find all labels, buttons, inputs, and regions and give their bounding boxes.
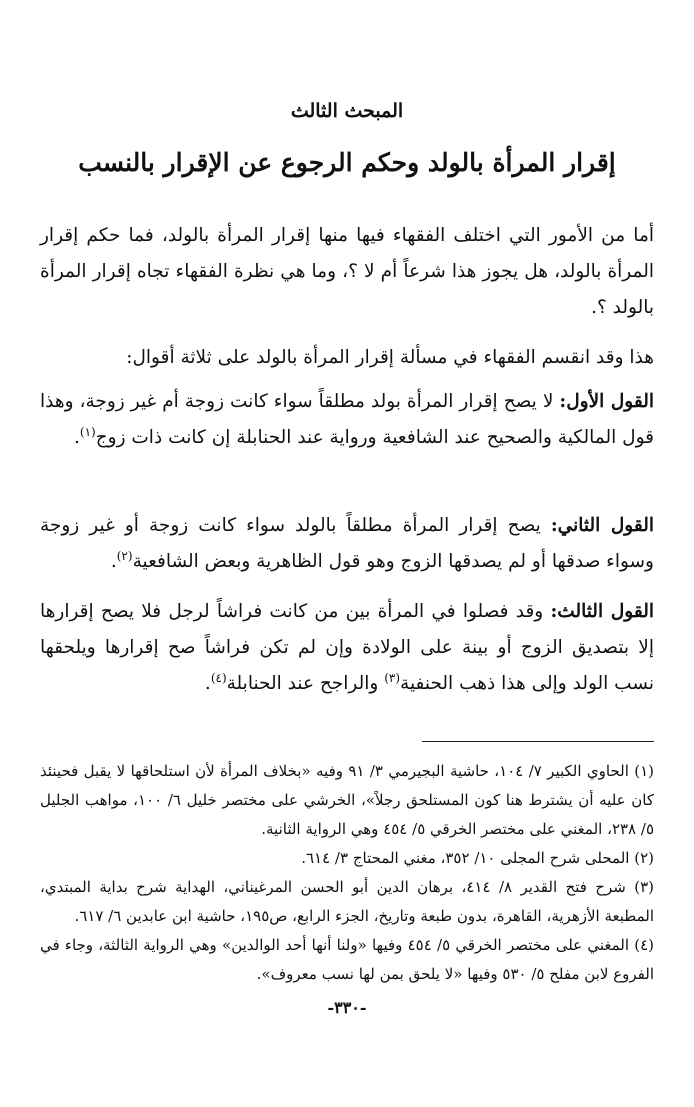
opinion-2-end: . — [110, 551, 117, 572]
footnote-4: (٤) المغني على مختصر الخرقي ٥/ ٤٥٤ وفيها «ولنا أنها أحد الوالدين» وهي الرواية الثالثة، وجاء في الفروع لابن مفلح ٥/ ٥٣٠ وفيها «لا يلحق بمن لها نسب معروف». — [40, 936, 654, 983]
opinion-3-paragraph — [40, 594, 654, 702]
chapter-title: إقرار المرأة بالولد وحكم الرجوع عن الإقرار بالنسب — [78, 148, 616, 177]
footnote-ref-4[interactable]: (٤) — [210, 670, 227, 685]
footnote-3: (٣) شرح فتح القدير ٨/ ٤١٤، برهان الدين أبو الحسن المرغيناني، الهداية شرح بداية المبتدي، المطبعة الأزهرية، القاهرة، بدون طبعة وتاريخ، الجزء الرابع، ص١٩٥، حاشية ابن عابدين ٦/ ٦١٧. — [40, 878, 655, 925]
footnote-2: (٢) المحلى شرح المجلى ١٠/ ٣٥٢، مغني المحتاج ٣/ ٦١٤. — [301, 849, 654, 867]
intro-text: أما من الأمور التي اختلف الفقهاء فيها منها إقرار المرأة بالولد، فما حكم إقرار المرأة بالولد، هل يجوز هذا شرعاً أم لا ؟، وما هي نظرة الفقهاء تجاه إقرار المرأة بالولد ؟. — [40, 225, 654, 318]
footnote-ref-3[interactable]: (٣) — [384, 670, 401, 685]
section-label: المبحث الثالث — [290, 100, 404, 122]
opinion-1-paragraph — [40, 384, 654, 456]
opinion-3-label: القول الثالث: — [550, 601, 654, 622]
opinion-2-label: القول الثاني: — [550, 515, 654, 536]
footnote-ref-2[interactable]: (٢) — [116, 548, 133, 563]
footnote-1: (١) الحاوي الكبير ٧/ ١٠٤، حاشية البجيرمي ٣/ ٩١ وفيه «بخلاف المرأة لأن استلحاقها لا يقبل فحينئذ كان عليه أن يشترط هنا كون المستلحق رجلاً»، الخرشي على مختصر خليل ٦/ ١٠٠، مواهب الجليل ٥/ ٢٣٨، المغني على مختصر الخرقي ٥/ ٤٥٤ وهي الرواية الثانية. — [40, 762, 654, 838]
opinion-2-paragraph — [40, 508, 654, 580]
footnotes — [40, 757, 654, 989]
opinions-intro-text: هذا وقد انقسم الفقهاء في مسألة إقرار المرأة بالولد على ثلاثة أقوال: — [126, 347, 654, 368]
footnote-divider — [422, 741, 654, 742]
opinion-3-end: . — [204, 673, 211, 694]
opinions-intro-paragraph — [40, 340, 654, 376]
opinion-3-text-2: والراجح عند الحنابلة — [226, 673, 379, 694]
page-number: -٣٣٠- — [327, 998, 367, 1017]
opinion-2-text: يصح إقرار المرأة مطلقاً بالولد سواء كانت زوجة أو غير زوجة وسواء صدقها أو لم يصدقها الزوج وهو قول الظاهرية وبعض الشافعية — [40, 515, 654, 572]
opinion-1-end: . — [73, 427, 80, 448]
intro-paragraph — [40, 218, 654, 326]
opinion-1-label: القول الأول: — [559, 391, 654, 412]
opinion-3-text: وقد فصلوا في المرأة بين من كانت فراشاً لرجل فلا يصح إقرارها إلا بتصديق الزوج أو بينة على الولادة وإن لم تكن فراشاً صح إقرارها ويلحقها نسب الولد وإلى هذا ذهب الحنفية — [40, 601, 654, 694]
footnote-ref-1[interactable]: (١) — [79, 424, 96, 439]
opinion-1-text: لا يصح إقرار المرأة بولد مطلقاً سواء كانت زوجة أم غير زوجة، وهذا قول المالكية والصحيح عند الشافعية ورواية عند الحنابلة إن كانت ذات زوج — [40, 391, 654, 448]
